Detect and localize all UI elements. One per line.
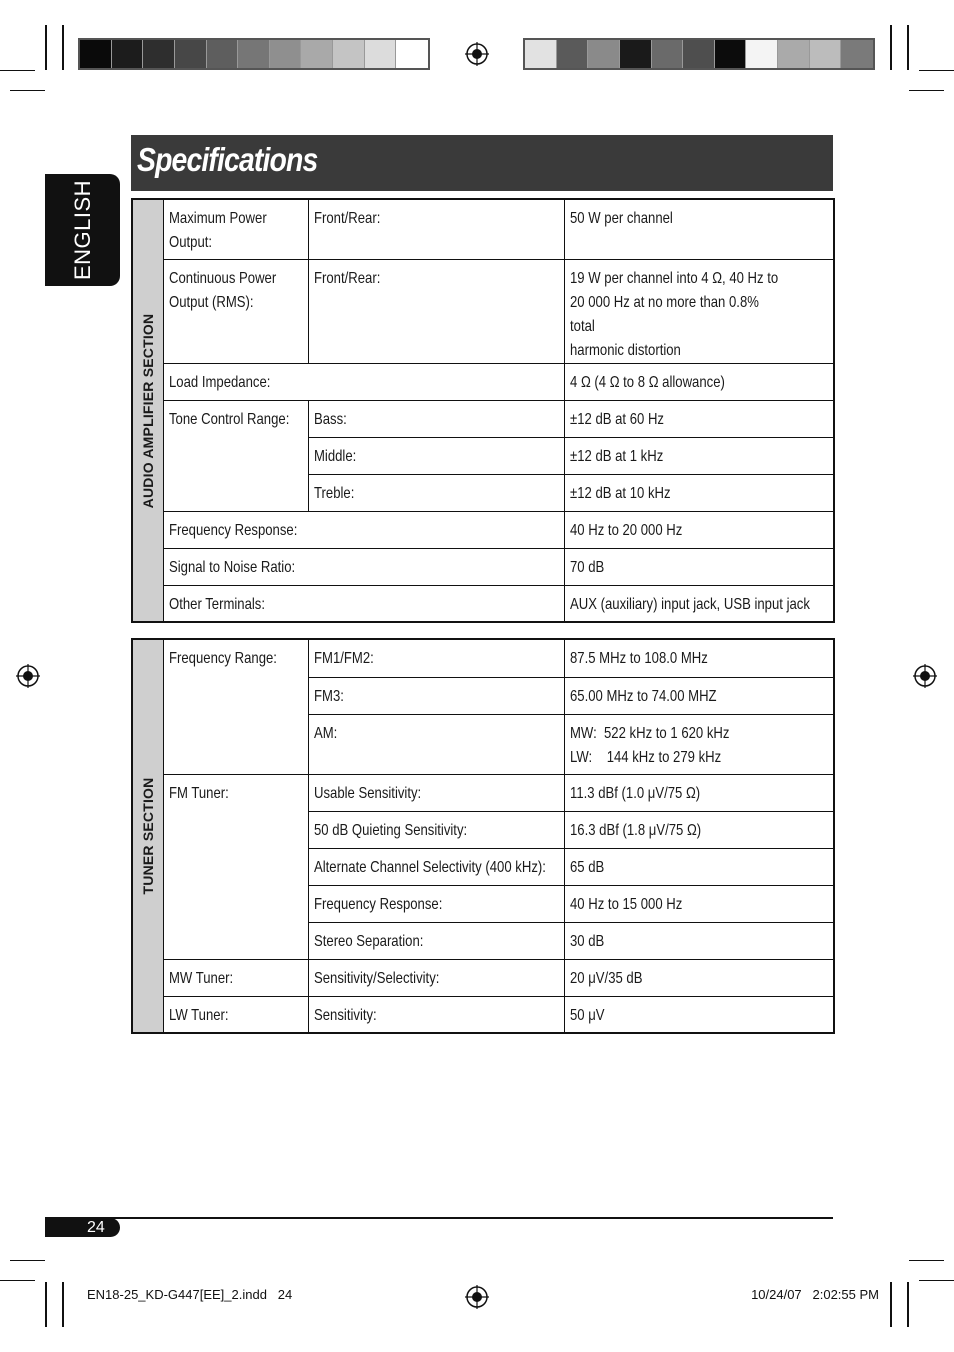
crop-mark bbox=[0, 1280, 35, 1281]
spec-value bbox=[564, 474, 834, 511]
registration-mark-icon bbox=[16, 664, 40, 688]
spec-sub-text: FM3: bbox=[313, 687, 344, 705]
spec-sub-text: Middle: bbox=[313, 447, 356, 465]
tuner-table bbox=[131, 638, 835, 1034]
color-swatch bbox=[238, 40, 270, 68]
crop-mark bbox=[10, 1260, 45, 1261]
spec-name-text: LW Tuner: bbox=[168, 1006, 229, 1024]
spec-value bbox=[564, 639, 834, 677]
crop-mark bbox=[907, 25, 909, 70]
spec-sub bbox=[308, 848, 564, 885]
spec-name-text: Frequency Range: bbox=[168, 650, 277, 667]
spec-value bbox=[564, 885, 834, 922]
spec-name bbox=[163, 548, 564, 585]
spec-value bbox=[564, 199, 834, 259]
color-bar-left bbox=[78, 38, 430, 70]
spec-name-text: Signal to Noise Ratio: bbox=[168, 558, 295, 576]
footer-rule bbox=[45, 1217, 833, 1219]
spec-name-text: Tone Control Range: bbox=[168, 410, 289, 428]
spec-value-text: 4 Ω (4 Ω to 8 Ω allowance) bbox=[569, 373, 725, 391]
spec-sub bbox=[308, 639, 564, 677]
color-swatch bbox=[746, 40, 778, 68]
spec-value-text: AUX (auxiliary) input jack, USB input jack bbox=[569, 595, 810, 613]
spec-value bbox=[564, 811, 834, 848]
color-swatch bbox=[143, 40, 175, 68]
spec-sub-text: Treble: bbox=[313, 484, 354, 502]
spec-sub-text: Frequency Response: bbox=[313, 895, 442, 913]
spec-value-text: 50 W per channel bbox=[569, 210, 673, 227]
crop-mark bbox=[890, 25, 892, 70]
file-slug: EN18-25_KD-G447[EE]_2.indd 24 bbox=[87, 1287, 293, 1302]
section-label-tuner bbox=[132, 639, 163, 1033]
spec-sub-text: AM: bbox=[313, 724, 337, 742]
color-swatch bbox=[270, 40, 302, 68]
spec-value bbox=[564, 400, 834, 437]
color-swatch bbox=[175, 40, 207, 68]
spec-name bbox=[163, 199, 308, 259]
spec-sub bbox=[308, 774, 564, 811]
spec-sub bbox=[308, 996, 564, 1033]
spec-name bbox=[163, 774, 308, 959]
crop-mark bbox=[0, 70, 35, 71]
spec-value-text: ±12 dB at 10 kHz bbox=[569, 484, 671, 502]
crop-mark bbox=[890, 1282, 892, 1327]
section-label-audio bbox=[132, 199, 163, 622]
color-swatch bbox=[620, 40, 652, 68]
color-swatch bbox=[301, 40, 333, 68]
spec-name bbox=[163, 959, 308, 996]
spec-value bbox=[564, 996, 834, 1033]
crop-mark bbox=[45, 1282, 47, 1327]
crop-mark bbox=[62, 1282, 64, 1327]
spec-value-text: 40 Hz to 20 000 Hz bbox=[569, 521, 682, 539]
spec-sub-text: FM1/FM2: bbox=[313, 650, 374, 667]
color-swatch bbox=[333, 40, 365, 68]
page-title: Specifications bbox=[137, 141, 318, 178]
color-swatch bbox=[525, 40, 557, 68]
spec-sub-text: Front/Rear: bbox=[313, 210, 380, 227]
spec-sub bbox=[308, 714, 564, 774]
crop-mark bbox=[919, 1280, 954, 1281]
spec-value-text: 30 dB bbox=[569, 932, 604, 950]
spec-value-text: 70 dB bbox=[569, 558, 604, 576]
spec-sub-text: 50 dB Quieting Sensitivity: bbox=[313, 821, 467, 839]
spec-sub-text: Bass: bbox=[313, 410, 347, 428]
spec-sub bbox=[308, 474, 564, 511]
audio-amplifier-table bbox=[131, 198, 835, 623]
spec-value bbox=[564, 848, 834, 885]
spec-sub bbox=[308, 259, 564, 363]
spec-name-text: Maximum Power Output: bbox=[168, 210, 267, 251]
spec-value bbox=[564, 511, 834, 548]
section-label-text: AUDIO AMPLIFIER SECTION bbox=[139, 313, 156, 508]
spec-sub bbox=[308, 677, 564, 714]
crop-mark bbox=[45, 25, 47, 70]
color-swatch bbox=[80, 40, 112, 68]
spec-sub bbox=[308, 437, 564, 474]
spec-value bbox=[564, 437, 834, 474]
spec-sub bbox=[308, 922, 564, 959]
registration-mark-icon bbox=[465, 42, 489, 66]
color-swatch bbox=[396, 40, 428, 68]
language-tab bbox=[45, 174, 120, 286]
color-swatch bbox=[715, 40, 747, 68]
spec-name-text: MW Tuner: bbox=[168, 969, 233, 987]
crop-mark bbox=[907, 1282, 909, 1327]
color-swatch bbox=[112, 40, 144, 68]
color-bar-right bbox=[523, 38, 875, 70]
spec-value-text: 16.3 dBf (1.8 μV/75 Ω) bbox=[569, 821, 701, 839]
spec-value bbox=[564, 922, 834, 959]
registration-mark-icon bbox=[913, 664, 937, 688]
print-timestamp: 10/24/07 2:02:55 PM bbox=[751, 1287, 879, 1302]
title-bar bbox=[131, 135, 833, 191]
spec-value-text: 65.00 MHz to 74.00 MHZ bbox=[569, 687, 717, 705]
spec-value-text: 40 Hz to 15 000 Hz bbox=[569, 895, 682, 913]
color-swatch bbox=[652, 40, 684, 68]
registration-mark-icon bbox=[465, 1285, 489, 1309]
spec-sub-text: Sensitivity: bbox=[313, 1006, 377, 1024]
spec-value-text: MW: 522 kHz to 1 620 kHz LW: 144 kHz to 279 kHz bbox=[569, 724, 729, 766]
spec-sub bbox=[308, 811, 564, 848]
spec-value-text: ±12 dB at 1 kHz bbox=[569, 447, 663, 465]
spec-value-text: 11.3 dBf (1.0 μV/75 Ω) bbox=[569, 784, 700, 802]
spec-sub bbox=[308, 885, 564, 922]
spec-value bbox=[564, 363, 834, 400]
spec-sub bbox=[308, 199, 564, 259]
color-swatch bbox=[365, 40, 397, 68]
spec-name-text: FM Tuner: bbox=[168, 784, 229, 802]
spec-value-text: 19 W per channel into 4 Ω, 40 Hz to 20 000 Hz at no more than 0.8% total harmonic distortion bbox=[569, 269, 778, 359]
crop-mark bbox=[919, 70, 954, 71]
spec-name bbox=[163, 511, 564, 548]
section-label-text: TUNER SECTION bbox=[139, 777, 156, 895]
spec-value bbox=[564, 548, 834, 585]
spec-name bbox=[163, 996, 308, 1033]
spec-name bbox=[163, 585, 564, 622]
spec-sub bbox=[308, 959, 564, 996]
spec-value-text: 87.5 MHz to 108.0 MHz bbox=[569, 650, 708, 667]
spec-name-text: Frequency Response: bbox=[168, 521, 297, 539]
spec-name bbox=[163, 639, 308, 774]
spec-sub-text: Usable Sensitivity: bbox=[313, 784, 421, 802]
spec-value bbox=[564, 259, 834, 363]
color-swatch bbox=[841, 40, 873, 68]
spec-value bbox=[564, 714, 834, 774]
crop-mark bbox=[62, 25, 64, 70]
spec-value bbox=[564, 585, 834, 622]
color-swatch bbox=[557, 40, 589, 68]
spec-value bbox=[564, 959, 834, 996]
color-swatch bbox=[683, 40, 715, 68]
spec-name-text: Load Impedance: bbox=[168, 373, 270, 391]
spec-sub-text: Front/Rear: bbox=[313, 269, 380, 287]
crop-mark bbox=[10, 90, 45, 91]
spec-name-text: Continuous Power Output (RMS): bbox=[168, 269, 276, 311]
color-swatch bbox=[207, 40, 239, 68]
spec-value bbox=[564, 677, 834, 714]
spec-value-text: 20 μV/35 dB bbox=[569, 969, 642, 987]
page-number: 24 bbox=[45, 1218, 120, 1237]
spec-name bbox=[163, 363, 564, 400]
spec-sub bbox=[308, 400, 564, 437]
spec-sub-text: Stereo Separation: bbox=[313, 932, 423, 950]
spec-name bbox=[163, 400, 308, 511]
crop-mark bbox=[909, 90, 944, 91]
spec-value-text: ±12 dB at 60 Hz bbox=[569, 410, 664, 428]
spec-sub-text: Alternate Channel Selectivity (400 kHz): bbox=[313, 858, 546, 876]
spec-value-text: 65 dB bbox=[569, 858, 604, 876]
color-swatch bbox=[588, 40, 620, 68]
color-swatch bbox=[778, 40, 810, 68]
language-label: ENGLISH bbox=[69, 179, 95, 281]
color-swatch bbox=[810, 40, 842, 68]
spec-name-text: Other Terminals: bbox=[168, 595, 265, 613]
spec-name bbox=[163, 259, 308, 363]
crop-mark bbox=[909, 1260, 944, 1261]
spec-value-text: 50 μV bbox=[569, 1006, 605, 1024]
spec-value bbox=[564, 774, 834, 811]
spec-sub-text: Sensitivity/Selectivity: bbox=[313, 969, 439, 987]
